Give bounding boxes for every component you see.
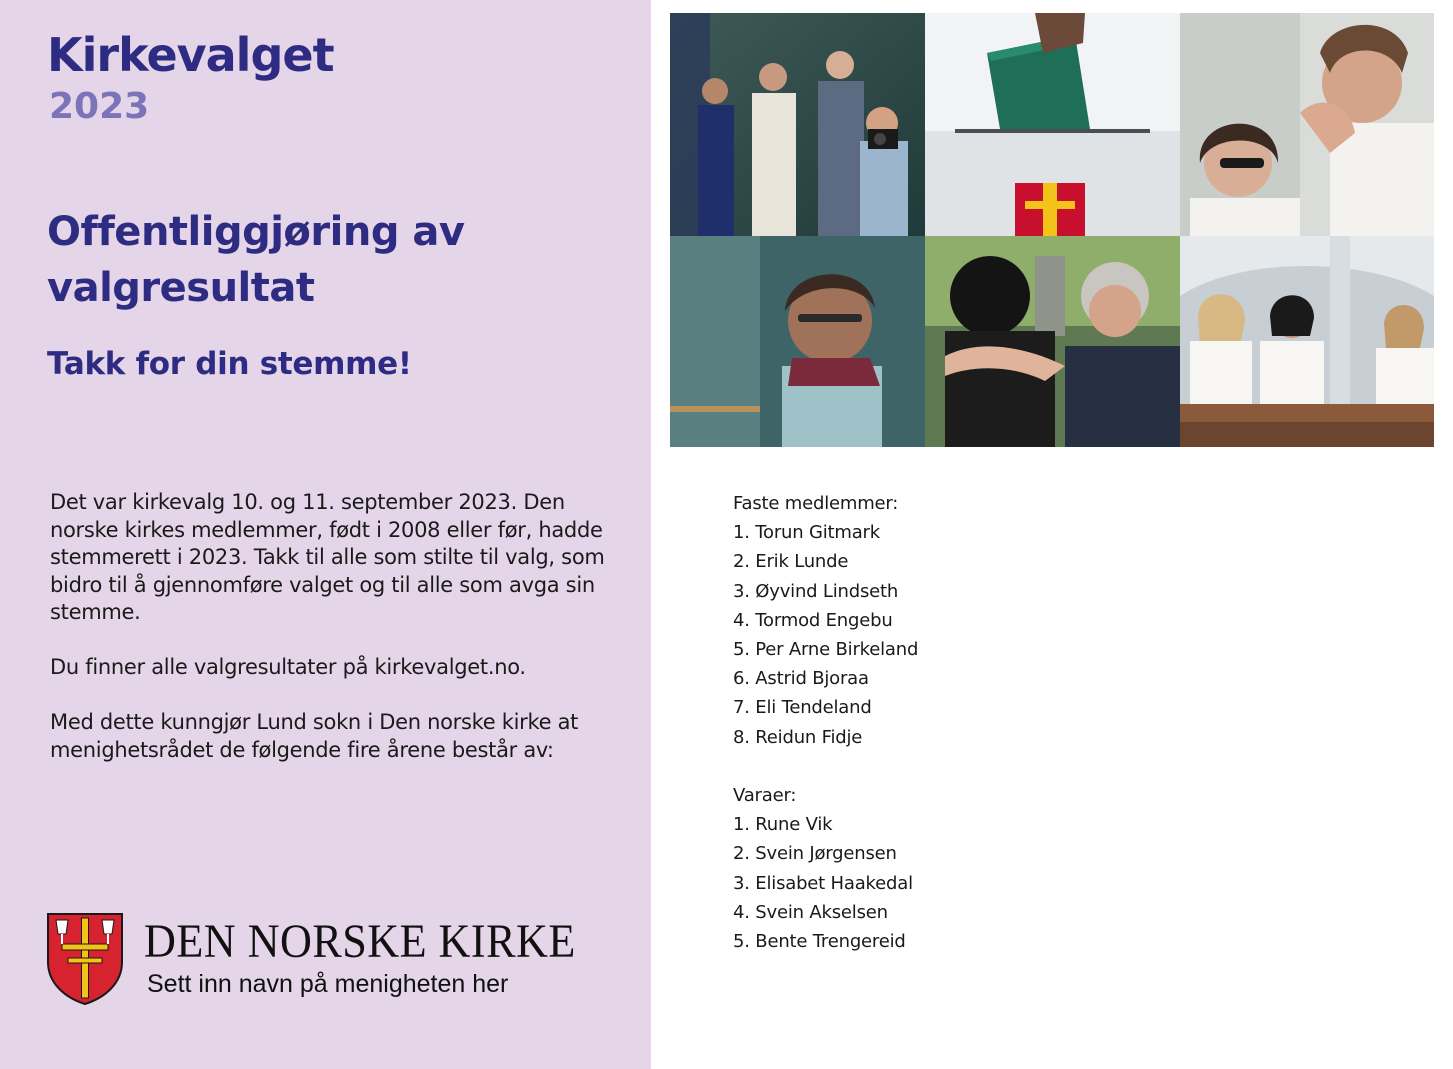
list-item: 8. Reidun Fidje (733, 726, 863, 748)
thank-you-heading: Takk for din stemme! (47, 346, 412, 382)
organization-name: DEN NORSKE KIRKE (144, 915, 576, 968)
photo-blessing (1180, 13, 1434, 236)
council-members (733, 489, 918, 956)
announcement-text (50, 489, 625, 792)
parish-name-placeholder: Sett inn navn på menigheten her (147, 970, 509, 998)
photo-collage (670, 13, 1434, 447)
list-item: 2. Svein Jørgensen (733, 843, 897, 865)
brand-year: 2023 (49, 86, 150, 127)
photo-comforting-embrace (925, 236, 1180, 447)
list-item: 1. Rune Vik (733, 814, 833, 836)
list-item: 4. Svein Akselsen (733, 901, 888, 923)
list-item: 1. Torun Gitmark (733, 522, 880, 544)
list-item: 6. Astrid Bjoraa (733, 668, 869, 690)
election-info-paragraph: Det var kirkevalg 10. og 11. september 2023. Den norske kirkes medlemmer, født i 2008 eller før, hadde stemmerett i 2023. Takk til alle som stilte til valg, som bidro til å gjennomføre valget og til alle som avga sin stemme. (50, 490, 605, 624)
photo-ballot-box (925, 13, 1180, 236)
results-link-paragraph: Du finner alle valgresultater på kirkevalget.no. (50, 655, 526, 679)
photo-people-clapping (670, 13, 925, 236)
left-panel (0, 0, 651, 1069)
list-item: 5. Bente Trengereid (733, 931, 906, 953)
announcement-paragraph: Med dette kunngjør Lund sokn i Den norske kirke at menighetsrådet de følgende fire årene består av: (50, 710, 579, 762)
photo-confirmands (1180, 236, 1434, 447)
list-item: 3. Øyvind Lindseth (733, 580, 899, 602)
regular-members-heading: Faste medlemmer: (733, 493, 899, 514)
deputies-heading: Varaer: (733, 785, 797, 807)
page-title: Offentliggjøring av valgresultat (47, 209, 465, 311)
spacer (733, 752, 918, 781)
deputies-list (733, 810, 918, 956)
list-item: 2. Erik Lunde (733, 551, 849, 573)
list-item: 7. Eli Tendeland (733, 697, 872, 719)
photo-smiling-woman (670, 236, 925, 447)
brand-title: Kirkevalget (47, 28, 334, 82)
regular-members-list (733, 518, 918, 752)
list-item: 4. Tormod Engebu (733, 609, 893, 631)
list-item: 5. Per Arne Birkeland (733, 639, 919, 661)
list-item: 3. Elisabet Haakedal (733, 872, 913, 894)
church-shield-cross-icon (46, 912, 124, 1006)
church-logo (46, 912, 626, 1012)
